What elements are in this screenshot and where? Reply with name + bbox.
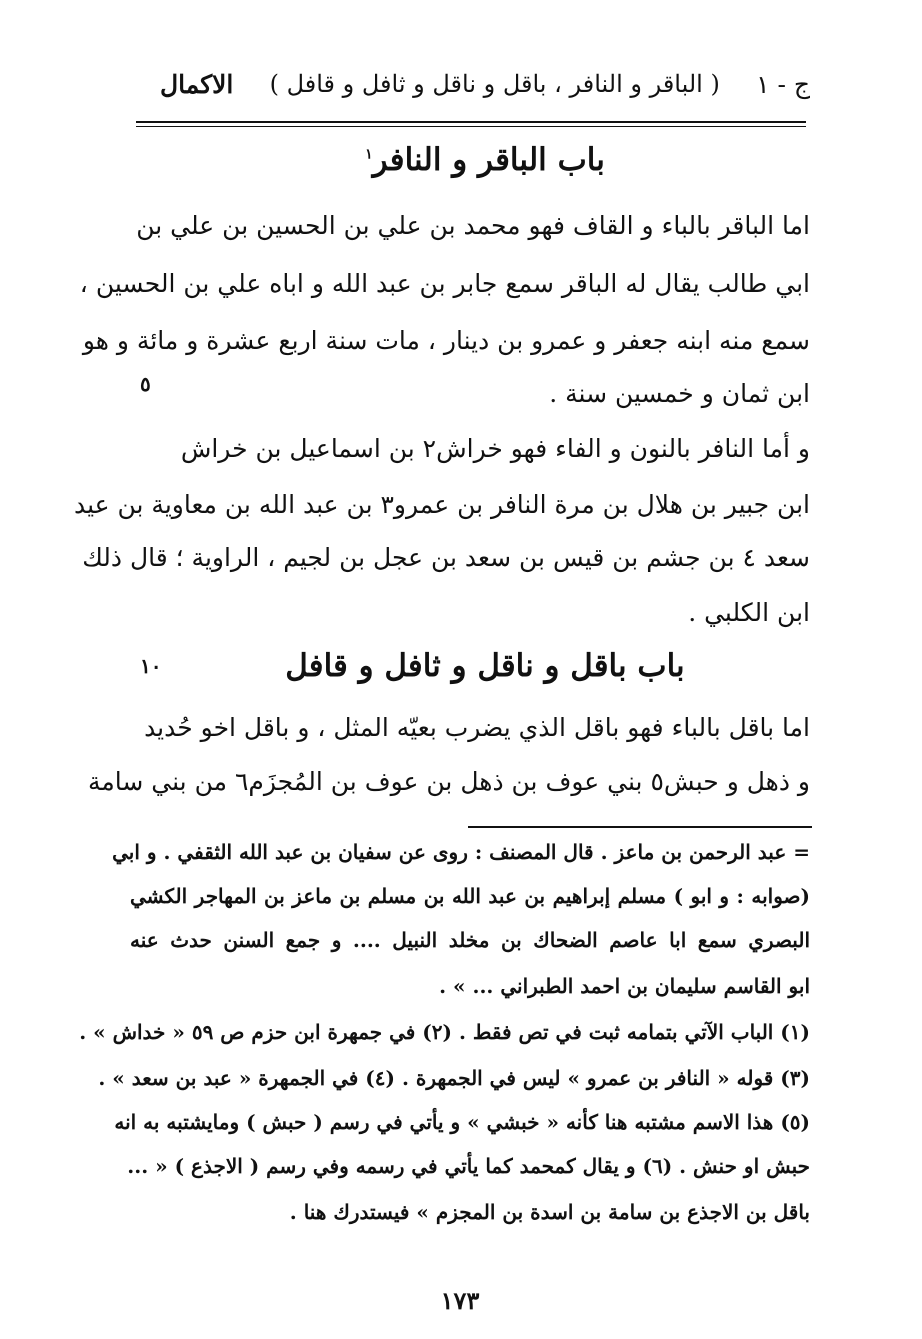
text-line: ابي طالب يقال له الباقر سمع جابر بن عبد الله و اباه علي بن الحسين ،	[79, 269, 810, 298]
text-line: ابن ثمان و خمسين سنة .	[549, 379, 810, 408]
header-rule	[136, 121, 806, 123]
footnote-line: = عبد الرحمن بن ماعز . قال المصنف : روى عن سفيان بن عبد الله الثقفي . و ابي	[112, 840, 810, 864]
footnote-line: (٥) هذا الاسم مشتبه هنا كأنه « خبشي » و يأتي في رسم ( حبش ) ومايشتبه به انه	[114, 1110, 810, 1134]
section-title-baqir-nafir	[160, 142, 810, 178]
section-title-text: باب الباقر و النافر	[372, 142, 605, 178]
text-line: ابن جبير بن هلال بن مرة النافر بن عمرو٣ بن عبد الله بن معاوية بن عيد	[73, 490, 810, 519]
text-line: سعد ٤ بن جشم بن قيس بن سعد بن عجل بن لجيم ، الراوية ؛ قال ذلك	[82, 543, 810, 572]
header-rule-thin	[136, 126, 806, 127]
section-title-baqil: باب باقل و ناقل و ثافل و قافل	[285, 648, 685, 684]
line-number-margin: ١٠	[140, 654, 162, 678]
text-line: اما الباقر بالباء و القاف فهو محمد بن علي بن الحسين بن علي بن	[136, 211, 810, 240]
footnote-line: البصري سمع ابا عاصم الضحاك بن مخلد النبيل .... و جمع السنن حدث عنه	[130, 928, 810, 952]
text-line: و أما النافر بالنون و الفاء فهو خراش٢ بن اسماعيل بن خراش	[180, 434, 810, 463]
text-line: اما باقل بالباء فهو باقل الذي يضرب بعيّه المثل ، و باقل اخو حُديد	[144, 713, 810, 742]
footnote-line: حبش او حنش . (٦) و يقال كمحمد كما يأتي في رسمه وفي رسم ( الاجذع ) « ...	[127, 1154, 810, 1178]
line-number-margin: ٥	[140, 372, 151, 396]
page-number: ١٧٣	[440, 1286, 480, 1315]
footnote-line: (٣) قوله « النافر بن عمرو » ليس في الجمهرة . (٤) في الجمهرة « عبد بن سعد » .	[98, 1066, 810, 1090]
text-line: سمع منه ابنه جعفر و عمرو بن دينار ، مات سنة اربع عشرة و مائة و هو	[82, 326, 810, 355]
volume-label: ج - ١	[756, 69, 810, 99]
text-line: و ذهل و حبش٥ بني عوف بن ذهل بن عوف بن المُجزَم٦ من بني سامة	[87, 767, 810, 796]
footnote-line: (صوابه : و ابو ) مسلم إبراهيم بن عبد الله بن مسلم بن ماعز بن المهاجر الكشي	[130, 884, 810, 908]
footnote-line: ابو القاسم سليمان بن احمد الطبراني ... » .	[439, 974, 810, 998]
book-title: الاكمال	[160, 69, 234, 99]
header-section-names: ( الباقر و النافر ، باقل و ناقل و ثافل و قافل )	[269, 70, 720, 98]
footnote-rule	[468, 826, 812, 828]
footnote-marker: ١	[365, 146, 373, 163]
footnote-line: باقل بن الاجذع بن سامة بن اسدة بن المجزم » فيستدرك هنا .	[289, 1200, 810, 1224]
footnote-line: (١) الباب الآتي بتمامه ثبت في تص فقط . (٢) في جمهرة ابن حزم ص ٥٩ « خداش » .	[79, 1020, 810, 1044]
text-line: ابن الكلبي .	[688, 598, 810, 627]
running-header	[160, 62, 810, 106]
